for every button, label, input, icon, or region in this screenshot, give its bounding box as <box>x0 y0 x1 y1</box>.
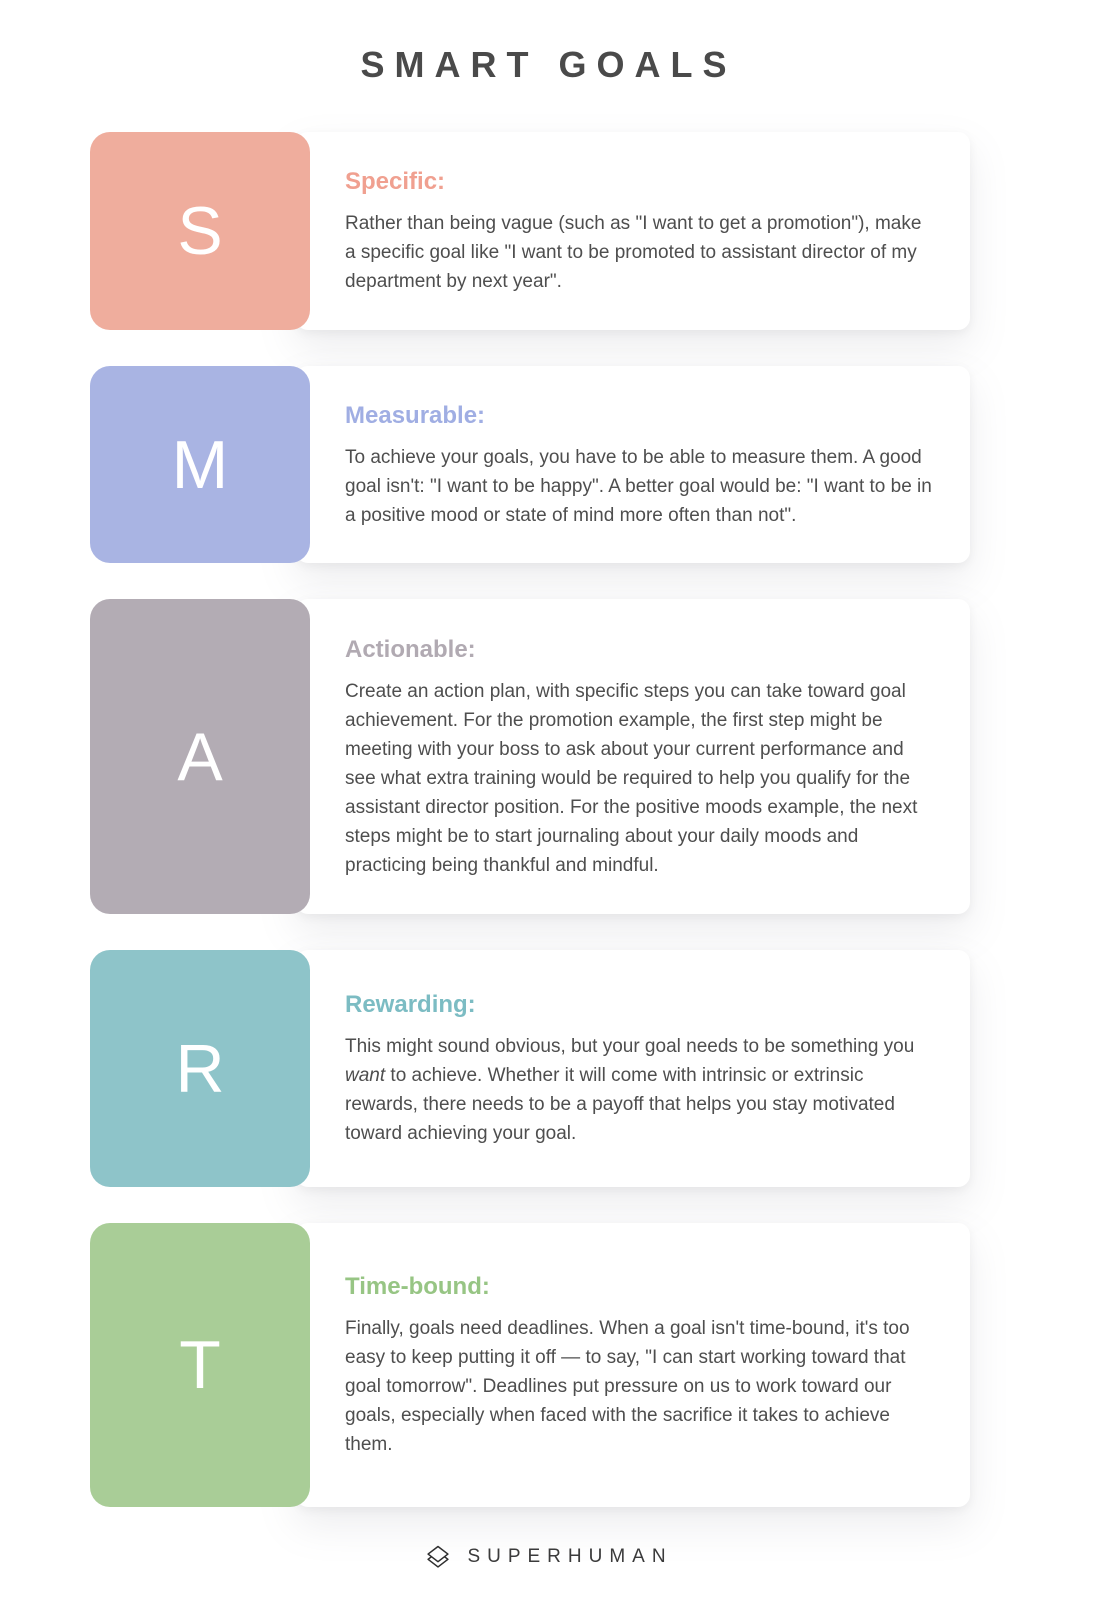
letter-label: S <box>177 193 223 269</box>
letter-block <box>90 132 310 330</box>
letter-block <box>90 950 310 1187</box>
description-card <box>296 599 970 914</box>
letter-label: M <box>171 426 229 503</box>
description-card <box>296 1223 970 1507</box>
card-heading: Specific: <box>345 168 446 195</box>
letter-block <box>90 599 310 914</box>
card-body: Rather than being vague (such as "I want to get a promotion"), make a specific goal like "I want to be promoted to assistant director of my department by next year". <box>345 213 922 292</box>
card-heading: Time-bound: <box>345 1273 490 1300</box>
letter-label: T <box>179 1327 221 1403</box>
card-body: This might sound obvious, but your goal needs to be something you want to achieve. Whether it will come with intrinsic or extrinsic rewards, there needs to be a payoff that helps you stay motivated toward achieving your goal. <box>345 1036 915 1144</box>
superhuman-logo-icon <box>424 1543 452 1571</box>
card-heading: Measurable: <box>345 401 486 429</box>
smart-row <box>90 366 970 563</box>
description-card <box>296 950 970 1187</box>
letter-label: A <box>177 718 223 795</box>
card-body: Create an action plan, with specific steps you can take toward goal achievement. For the promotion example, the first step might be meeting with your boss to ask about your current performance and see what extra training would be required to help you qualify for the assistant director position. For the positive moods example, the next steps might be to start journaling about your daily moods and practicing being thankful and mindful. <box>345 680 918 876</box>
letter-block <box>90 1223 310 1507</box>
letter-block <box>90 366 310 563</box>
footer <box>0 1543 1097 1571</box>
footer-brand-label: SUPERHUMAN <box>467 1546 673 1567</box>
page-title: SMART GOALS <box>360 44 737 85</box>
smart-row <box>90 950 970 1187</box>
card-heading: Rewarding: <box>345 991 476 1018</box>
smart-row <box>90 132 970 330</box>
letter-label: R <box>175 1030 225 1107</box>
rows <box>90 132 970 1507</box>
description-card <box>296 132 970 330</box>
card-body: Finally, goals need deadlines. When a goal isn't time-bound, it's too easy to keep putting it off — to say, "I can start working toward that goal tomorrow". Deadlines put pressure on us to work toward our goals, especially when faced with the sacrifice it takes to achieve them. <box>345 1318 910 1455</box>
description-card <box>296 366 970 563</box>
card-body: To achieve your goals, you have to be able to measure them. A good goal isn't: "I want to be happy". A better goal would be: "I want to be in a positive mood or state of mind more often than not". <box>345 446 932 526</box>
smart-row <box>90 1223 970 1507</box>
card-heading: Actionable: <box>345 635 476 663</box>
smart-row <box>90 599 970 914</box>
